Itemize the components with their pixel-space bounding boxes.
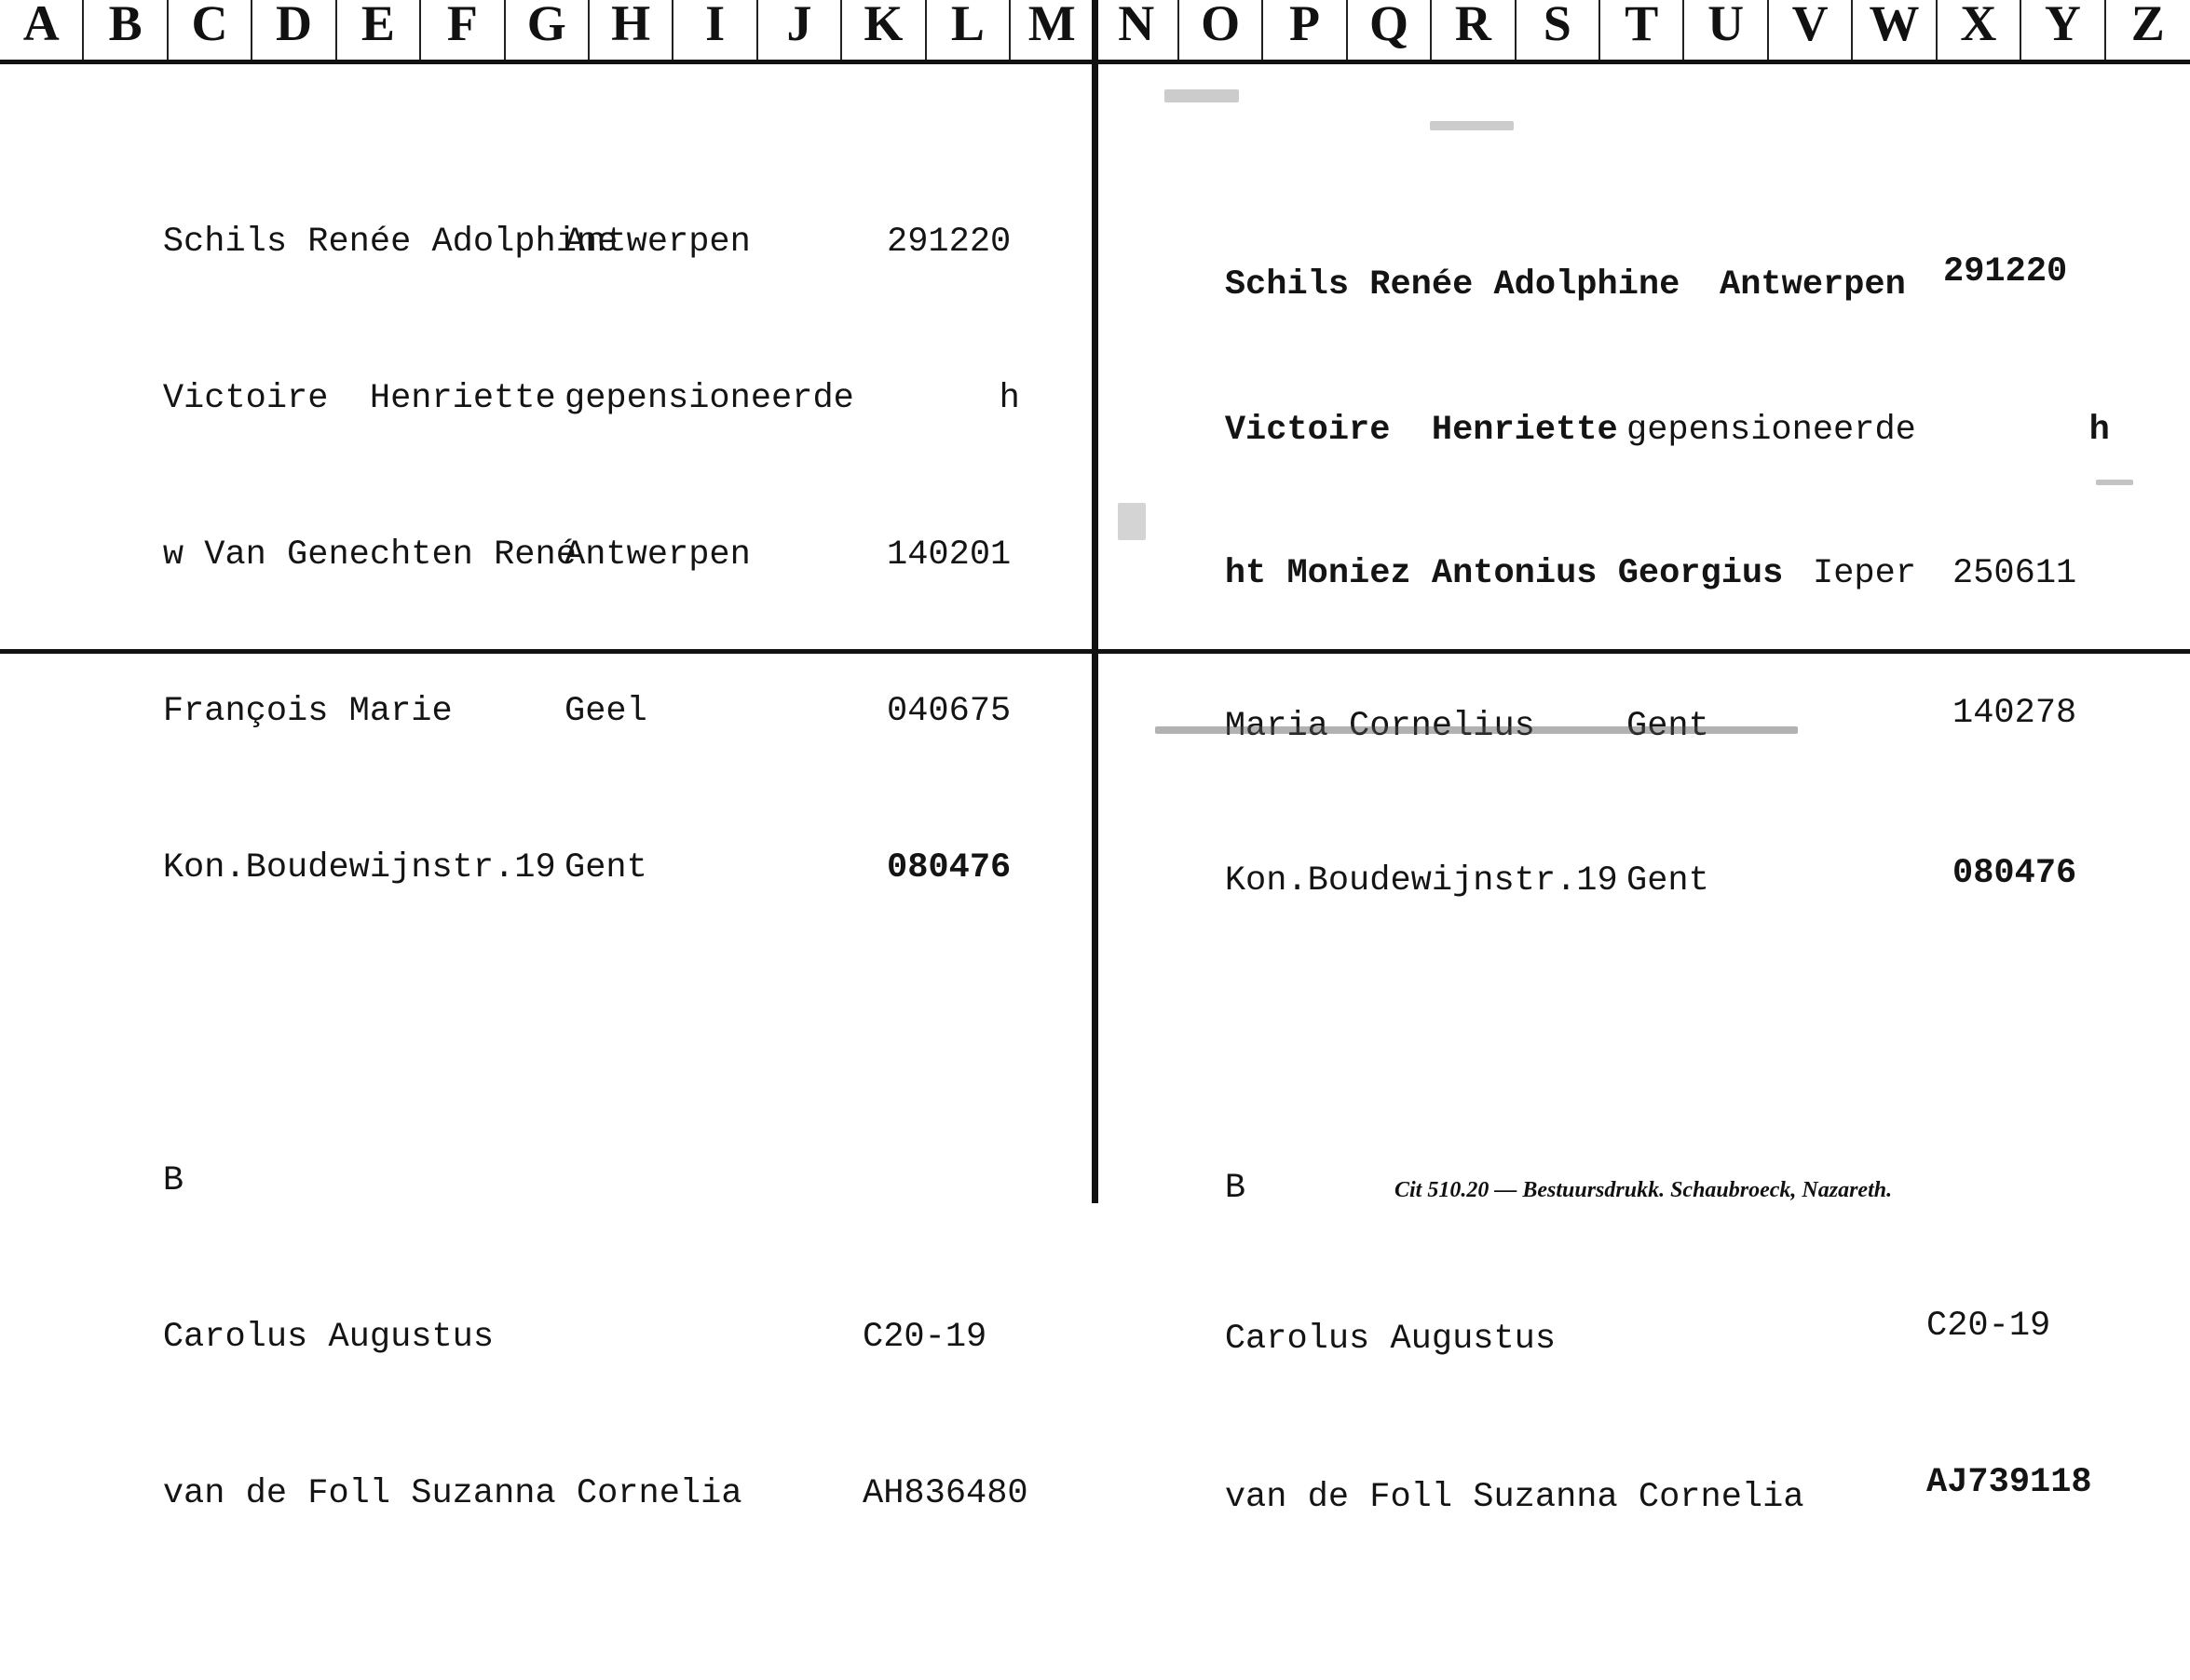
card-line [1142,1463,2157,1524]
card-name: ht Moniez Antonius Georgius [1224,554,1784,593]
index-letter-v: V [1769,0,1853,60]
card-date: 140201 [887,535,1012,575]
card-name: Maria Cornelius [1224,707,1535,746]
card-place: Geel [565,692,647,731]
index-letter-g: G [506,0,590,60]
card-date: 040675 [887,692,1012,731]
card-place: Antwerpen [1720,265,1906,305]
index-letter-c: C [169,0,252,60]
card-name: François Marie [162,692,453,731]
card-date: 291220 [1943,252,2068,291]
card-section-letter: B [162,1161,184,1200]
card-date: 291220 [887,223,1012,262]
card-line [80,373,1068,425]
index-letter-y: Y [2021,0,2105,60]
card-marker: h [2027,411,2110,450]
index-letter-n: N [1095,0,1179,60]
card-section-letter: B [1224,1169,1246,1208]
card-name: Carolus Augustus [162,1318,495,1357]
scan-smudge [2096,480,2133,485]
card-line [80,1311,1068,1363]
card-name: Victoire Henriette [162,379,556,418]
card-name: Schils Renée Adolphine [162,223,619,262]
index-letter-b: B [84,0,168,60]
card-line [1142,404,2157,456]
card-date: 250611 [1952,554,2077,593]
printer-imprint: Cit 510.20 — Bestuursdrukk. Schaubroeck, Nazareth. [1394,1178,1893,1202]
index-letter-p: P [1263,0,1347,60]
index-letter-h: H [590,0,673,60]
card-line [80,1155,1068,1207]
card-line [1142,1307,2157,1365]
card-place: Gent [1626,707,1709,746]
scan-smudge [1118,503,1146,540]
card-line [80,529,1068,581]
index-letter-t: T [1600,0,1684,60]
index-letter-d: D [252,0,336,60]
card-place: Antwerpen [565,223,751,262]
card-name: Victoire Henriette [1224,411,1618,450]
card-address: Kon.Boudewijnstr.19 [162,848,556,887]
scan-smudge [1430,121,1514,130]
card-code: AJ739118 [1926,1463,2092,1502]
card-place: Antwerpen [565,535,751,575]
card-marker: h [937,379,1020,418]
index-letter-o: O [1179,0,1263,60]
card-date: 080476 [1952,854,2077,893]
card-place: Gent [1626,861,1709,901]
card-address: Kon.Boudewijnstr.19 [1224,861,1618,901]
card-name: van de Foll Suzanna Cornelia [162,1474,742,1513]
index-letter-z: Z [2130,0,2165,51]
index-letter-q: Q [1348,0,1432,60]
vertical-divider [1092,0,1098,1203]
card-line [1142,252,2157,311]
card-line [80,216,1068,268]
card-place: Gent [565,848,647,887]
card-code: AH836480 [863,1474,1028,1513]
card-occupation: gepensioneerde [565,379,854,418]
index-letter-r: R [1432,0,1516,60]
index-card-right [1142,147,2157,1607]
index-letter-a: A [0,0,84,60]
index-letter-m: M [1011,0,1095,60]
card-line [1142,548,2157,600]
card-name: Schils Renée Adolphine [1224,265,1680,305]
scan-smudge [1164,89,1239,102]
card-name: van de Foll Suzanna Cornelia [1224,1478,1804,1517]
index-letter-l: L [927,0,1011,60]
scan-smudge [1155,726,1798,734]
card-name: w Van Genechten René [162,535,577,575]
card-date: 140278 [1952,694,2077,733]
card-name: Carolus Augustus [1224,1320,1557,1359]
index-letter-j: J [758,0,842,60]
index-letter-e: E [337,0,421,60]
index-letter-x: X [1938,0,2021,60]
card-code: C20-19 [863,1318,987,1357]
index-card-left [80,112,1068,1572]
card-line [80,842,1068,894]
card-line [80,1468,1068,1520]
index-letter-w: W [1853,0,1937,60]
index-letter-k: K [842,0,926,60]
index-letter-i: I [673,0,757,60]
index-letter-u: U [1684,0,1768,60]
card-occupation: gepensioneerde [1626,411,1916,450]
card-line [1142,855,2157,907]
card-place: Ieper [1813,554,1917,593]
card-line [80,685,1068,738]
index-letter-f: F [421,0,505,60]
card-code: C20-19 [1926,1307,2051,1346]
index-letter-s: S [1517,0,1600,60]
card-date: 080476 [887,848,1012,887]
